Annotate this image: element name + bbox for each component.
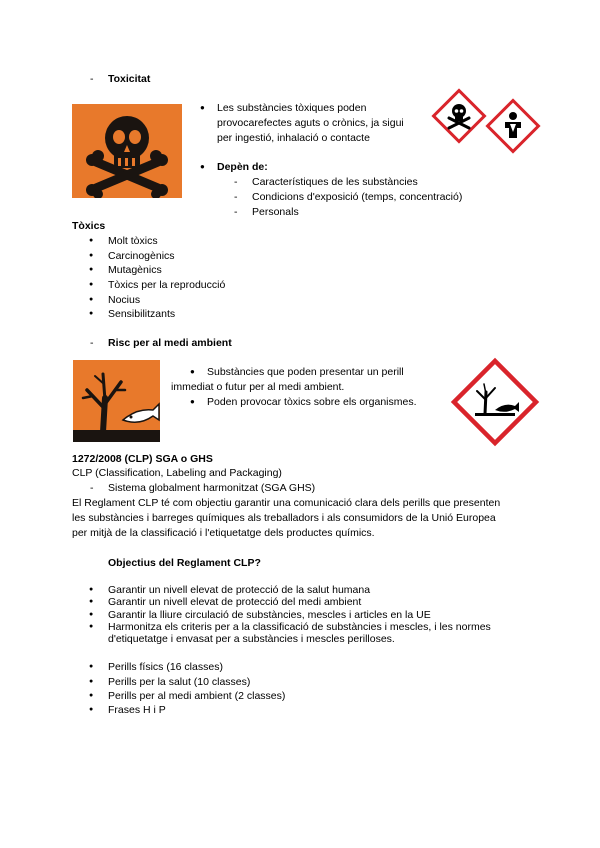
clp-heading: 1272/2008 (CLP) SGA o GHS xyxy=(72,453,213,465)
hazard-item xyxy=(108,675,250,690)
toxicitat-heading: Toxicitat xyxy=(108,73,151,85)
objectives-heading: Objectius del Reglament CLP? xyxy=(108,557,261,569)
objective-text: Harmonitza els criteris per a la classificació de substàncies i mescles, i les normes xyxy=(108,621,491,633)
toxics-item-text: Molt tòxics xyxy=(108,235,158,247)
dash-marker: - xyxy=(90,73,94,85)
clp-para-line: per mitjà de la classificació i l'etiquetatge dels productes químics. xyxy=(72,527,375,539)
medi-line1 xyxy=(207,365,404,380)
medi-heading: Risc per al medi ambient xyxy=(108,337,232,349)
depen-item-text: Característiques de les substàncies xyxy=(252,176,418,188)
toxics-item xyxy=(108,249,175,264)
hazard-text: Perills per la salut (10 classes) xyxy=(108,676,251,688)
dead-tree-fish-icon xyxy=(73,360,160,442)
toxics-item-text: Sensibilitzants xyxy=(108,308,176,320)
toxics-item xyxy=(108,278,225,293)
toxics-item xyxy=(108,293,140,308)
clp-dash-text: Sistema globalment harmonitzat (SGA GHS) xyxy=(108,482,316,494)
hazard-item xyxy=(108,660,223,675)
objective-continuation: d'etiquetatge i envasat per a substàncies i mescles perilloses. xyxy=(108,633,395,645)
hazard-text: Perills per al medi ambient (2 classes) xyxy=(108,690,286,702)
desc-line: provocarefectes aguts o crònics, ja sigui xyxy=(217,117,404,129)
clp-subtitle: CLP (Classification, Labeling and Packaging) xyxy=(72,467,282,479)
desc-line: per ingestió, inhalació o contacte xyxy=(217,132,370,144)
hazard-item xyxy=(108,689,285,704)
toxics-item-text: Tòxics per la reproducció xyxy=(108,279,226,291)
objective-text: Garantir un nivell elevat de protecció del medi ambient xyxy=(108,596,362,608)
toxics-heading: Tòxics xyxy=(72,220,106,232)
toxics-item-text: Mutagènics xyxy=(108,264,162,276)
ghs-health-hazard-pictogram xyxy=(485,98,541,154)
depen-heading: Depèn de: xyxy=(217,161,268,173)
toxics-item-text: Carcinogènics xyxy=(108,250,175,262)
ghs-environment-pictogram xyxy=(449,356,541,448)
objective-text: Garantir un nivell elevat de protecció de la salut humana xyxy=(108,584,371,596)
ghs-toxic-pictogram xyxy=(431,88,487,144)
medi-line3-text: Poden provocar tòxics sobre els organismes. xyxy=(207,396,417,408)
desc-line: Les substàncies tòxiques poden xyxy=(217,102,367,114)
depen-item-text: Condicions d'exposició (temps, concentració) xyxy=(252,191,463,203)
clp-para-line: El Reglament CLP té com objectiu garantir una comunicació clara dels perills que presenten xyxy=(72,497,501,509)
clp-para-line: les substàncies i barreges químiques als treballadors i als consumidors de la Unió Europea xyxy=(72,512,496,524)
depen-heading-item xyxy=(217,160,268,175)
hazard-item xyxy=(108,703,166,718)
toxics-item-text: Nocius xyxy=(108,294,141,306)
hazard-text: Frases H i P xyxy=(108,704,166,716)
medi-line1-text: Substàncies que poden presentar un perill xyxy=(207,366,404,378)
toxics-item xyxy=(108,234,158,249)
toxics-item xyxy=(108,263,162,278)
skull-crossbones-icon xyxy=(72,104,182,198)
medi-line2: immediat o futur per al medi ambient. xyxy=(171,381,345,393)
medi-line3 xyxy=(207,395,417,410)
toxics-item xyxy=(108,307,175,322)
depen-item-text: Personals xyxy=(252,206,299,218)
objective-text: Garantir la lliure circulació de substàncies, mescles i articles en la UE xyxy=(108,609,431,621)
hazard-text: Perills físics (16 classes) xyxy=(108,661,223,673)
